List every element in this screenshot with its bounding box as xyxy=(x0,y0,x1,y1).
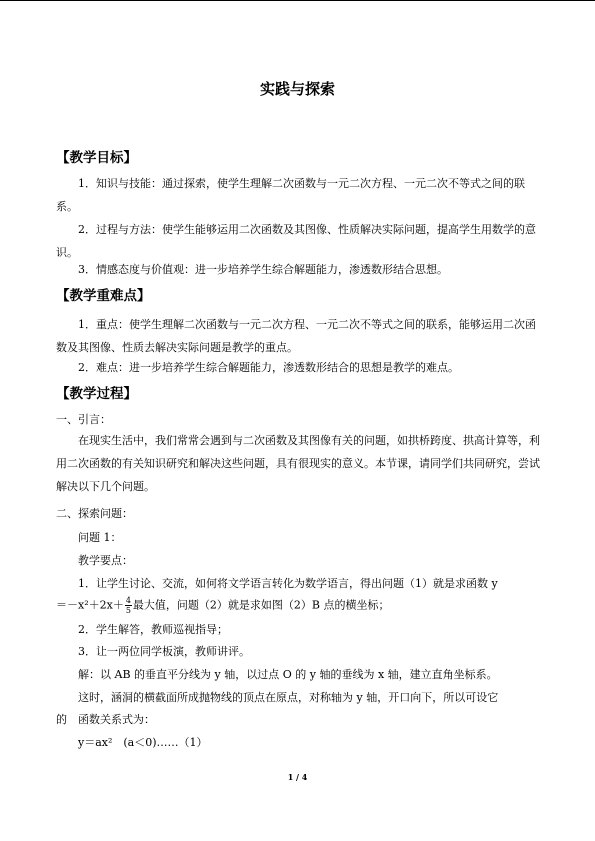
header-rule xyxy=(0,0,595,1)
section-heading-process: 【教学过程】 xyxy=(56,386,137,402)
key-point-item-2: 2．难点：进一步培养学生综合解题能力，渗透数形结合的思想是教学的难点。 xyxy=(78,361,459,374)
explore-label: 二、探索问题： xyxy=(56,507,133,520)
goal-item-2: 2．过程与方法：使学生能够运用二次函数及其图像、性质解决实际问题，提高学生用数学的意识。 xyxy=(56,223,536,259)
step-2: 2．学生解答，教师巡视指导； xyxy=(78,623,228,636)
section-heading-goals: 【教学目标】 xyxy=(56,150,137,166)
section-heading-key-points: 【教学重难点】 xyxy=(56,288,151,304)
intro-text: 在现实生活中，我们常常会遇到与二次函数及其图像有关的问题，如拱桥跨度、拱高计算等，利用二次函数的有关知识研究和解决这些问题，具有很现实的意义。本节课，请同学们共同研究，尝试解决以下几个问题。 xyxy=(56,434,540,493)
goal-item-3: 3．情感态度与价值观：进一步培养学生综合解题能力，渗透数形结合思想。 xyxy=(78,263,448,276)
then-line-a: 这时，涵洞的横截面所成抛物线的顶点在原点，对称轴为 y 轴，开口向下，所以可设它 xyxy=(78,691,499,704)
fraction-denominator: 5 xyxy=(125,606,131,615)
problem-label: 问题 1： xyxy=(78,531,122,544)
fraction-numerator: 4 xyxy=(125,596,131,605)
goal-item-1: 1．知识与技能：通过探索，使学生理解二次函数与一元二次方程、一元二次不等式之间的联系。 xyxy=(56,177,525,213)
key-point-item-1: 1．重点：使学生理解二次函数与一元二次方程、一元二次不等式之间的联系，能够运用二次函数及其图像、性质去解决实际问题是教学的重点。 xyxy=(56,318,536,354)
intro-label: 一、引言： xyxy=(56,413,111,426)
formula-suffix: 最大值，问题（2）就是求如图（2）B 点的横坐标； xyxy=(132,598,390,612)
page-title: 实践与探索 xyxy=(259,80,335,98)
fraction xyxy=(125,596,132,615)
step-3: 3．让一两位同学板演，教师讲评。 xyxy=(78,645,250,658)
then-line-b: 的 函数关系式为： xyxy=(56,713,155,726)
key-label: 教学要点： xyxy=(78,554,133,567)
formula-line: y＝ax² (a＜0)……（1） xyxy=(78,736,208,749)
step-1-line-b xyxy=(56,596,390,615)
page-number: 1 / 4 xyxy=(287,772,308,782)
step-1-line-a: 1．让学生讨论、交流，如何将文学语言转化为数学语言，得出问题（1）就是求函数 y xyxy=(78,577,498,590)
solution-text: 解：以 AB 的垂直平分线为 y 轴，以过点 O 的 y 轴的垂线为 x 轴，建立直角坐标系。 xyxy=(78,668,498,681)
formula-prefix: ＝－x²＋2x＋ xyxy=(56,598,124,612)
